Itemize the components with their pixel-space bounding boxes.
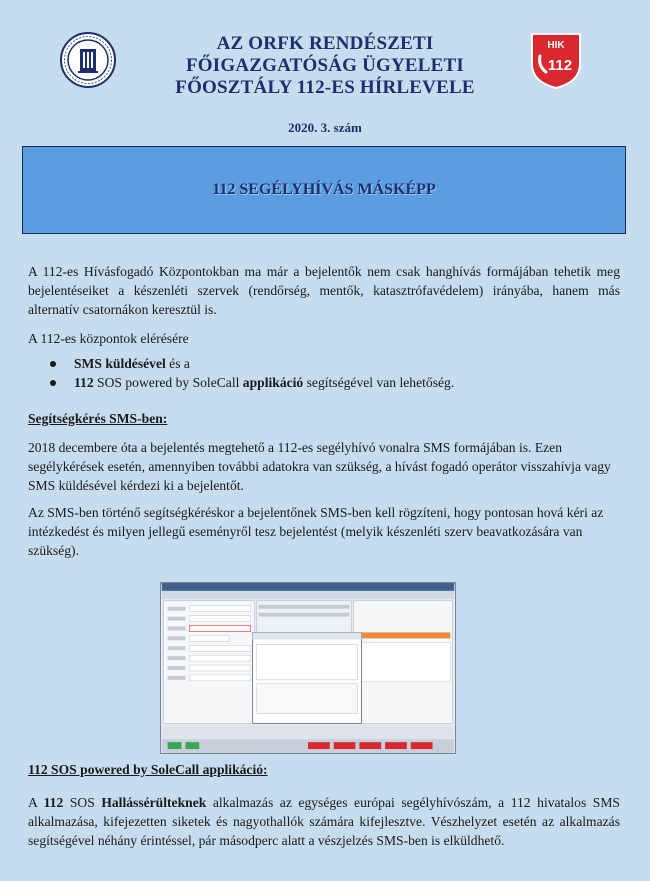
access-list bbox=[28, 354, 620, 392]
intro-paragraph: A 112-es Hívásfogadó Központokban ma már a bejelentők nem csak hanghívás formájában tehetik meg bejelentéseiket a készenléti szervek (rendőrség, mentők, katasztrófavédelem) irányába, hanem más alternatív csatornákon keresztül is. bbox=[28, 264, 620, 317]
banner-title: 112 SEGÉLYHÍVÁS MÁSKÉPP bbox=[212, 181, 436, 198]
dispatch-software-screenshot bbox=[160, 582, 456, 754]
app-paragraph: A 112 SOS Hallássérülteknek alkalmazás az egységes európai segélyhívószám, a 112 hivatalos SMS alkalmazása, kifejezetten siketek és nagyothallók számára kifejlesztve. Vészhelyzet esetén az alkalmazás segítségével néhány érintéssel, pár másodperc alatt a vészjelzés SMS-ben is elküldhető. bbox=[28, 795, 620, 848]
logo-right-label: HIK bbox=[547, 40, 565, 51]
logo-right-number: 112 bbox=[547, 57, 573, 74]
newsletter-title bbox=[130, 33, 520, 99]
police-emblem-icon bbox=[60, 32, 116, 88]
title-line-2: FŐIGAZGATÓSÁG ÜGYELETI bbox=[185, 55, 465, 76]
sms-section-heading: Segítségkérés SMS-ben: bbox=[28, 411, 168, 426]
list-item: 112 SOS powered by SoleCall applikáció segítségével van lehetőség. bbox=[74, 373, 620, 392]
access-line: A 112-es központok elérésére bbox=[28, 331, 189, 346]
hik-112-icon bbox=[528, 30, 584, 90]
sms-paragraph-1: 2018 decembere óta a bejelentés megtehető a 112-es segélyhívó vonalra SMS formájában is. Ezen segélykérések esetén, amennyiben további adatokra van szükség, a hívást fogadó operátor visszahívja vagy SMS küldésével kérdezi ki a bejelentőt. bbox=[28, 440, 611, 493]
title-banner bbox=[22, 146, 626, 234]
title-line-1: AZ ORFK RENDÉSZETI bbox=[216, 33, 434, 54]
sms-paragraph-2: Az SMS-ben történő segítségkéréskor a bejelentőnek SMS-ben kell rögzíteni, hogy pontosan hová kéri az intézkedést és milyen jellegű eseményről tesz bejelentést (melyik készenléti szerv beavatkozására van szükség). bbox=[28, 505, 604, 558]
app-section-heading: 112 SOS powered by SoleCall applikáció: bbox=[28, 762, 268, 777]
article-body bbox=[28, 262, 620, 850]
issue-number: 2020. 3. szám bbox=[288, 120, 362, 135]
title-line-3: FŐOSZTÁLY 112-ES HÍRLEVELE bbox=[175, 77, 475, 98]
list-item: SMS küldésével és a bbox=[74, 354, 620, 373]
